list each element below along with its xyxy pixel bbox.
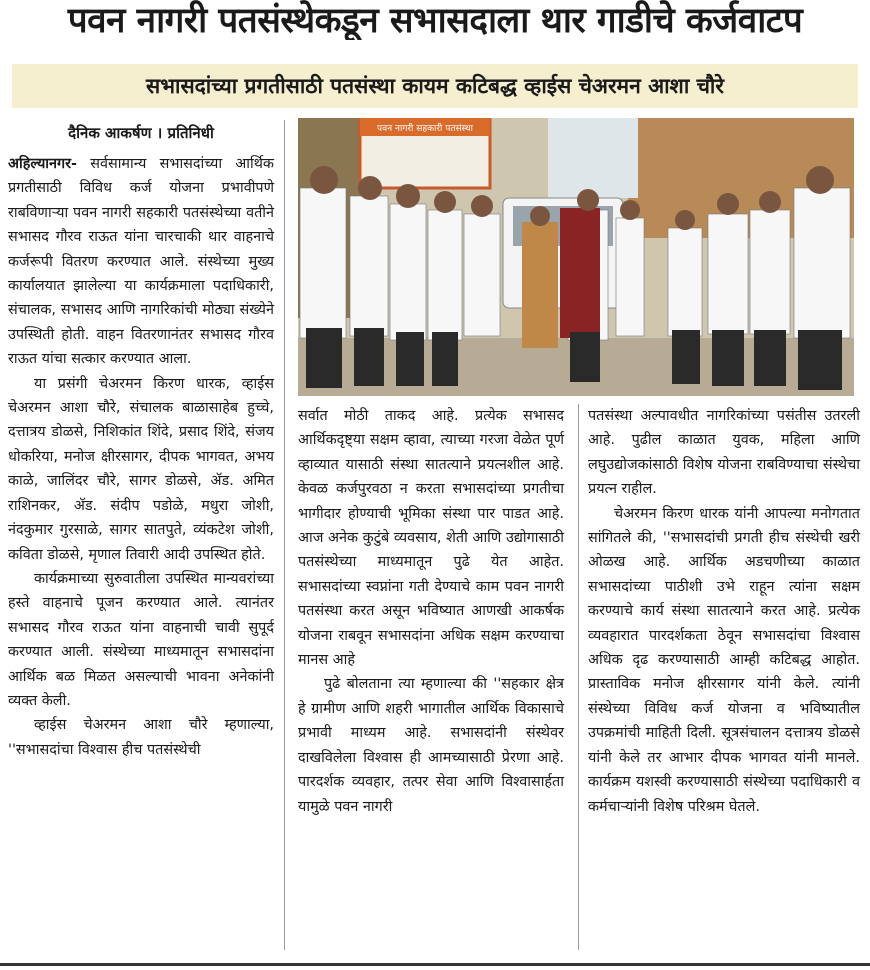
- subheadline: सभासदांच्या प्रगतीसाठी पतसंस्था कायम कटिबद्ध व्हाईस चेअरमन आशा चौरे: [12, 64, 858, 108]
- photo-banner-text: पवन नागरी सहकारी पतसंस्था: [377, 124, 473, 134]
- article-column-2: [298, 404, 564, 819]
- paragraph-chairman: चेअरमन किरण धारक यांनी आपल्या मनोगतात सांगितले की, ''सभासदांची प्रगती हीच संस्थेची खरी ओळख आहे. आर्थिक अडचणीच्या काळात सभासदांच्या पाठीशी उभे राहून त्यांना सक्षम करण्याचे कार्य संस्था सातत्याने करत आहे. प्रत्येक व्यवहारात पारदर्शकता ठेवून सभासदांचा विश्वास अधिक दृढ करण्यासाठी आम्ही कटिबद्ध आहोत. प्रास्ताविक मनोज क्षीरसागर यांनी केले. त्यांनी संस्थेच्या विविध कर्ज योजना व भविष्यातील उपक्रमांची माहिती दिली. सूत्रसंचालन दत्तात्रय डोळसे यांनी केले तर आभार दीपक भागवत यांनी मानले. कार्यक्रम यशस्वी करण्यासाठी संस्थेच्या पदाधिकारी व कर्मचाऱ्यांनी विशेष परिश्रम घेतले.: [588, 505, 860, 815]
- paragraph-attendees: या प्रसंगी चेअरमन किरण धारक, व्हाईस चेअरमन आशा चौरे, संचालक बाळासाहेब हुच्चे, दत्तात्रय डोळसे, निशिकांत शिंदे, प्रसाद शिंदे, संजय धोकरिया, मनोज क्षीरसागर, दीपक भागवत, अभय काळे, जालिंदर चौरे, सागर डोळसे, ॲड. अमित राशिनकर, ॲड. संदीप पडोळे, मधुरा जोशी, नंदकुमार गुरसाळे, सागर सातपुते, व्यंकटेश जोशी, कविता डोळसे, मृणाल तिवारी आदी उपस्थित होते.: [8, 375, 274, 563]
- paragraph-intro: [8, 152, 274, 372]
- paragraph-ceremony: कार्यक्रमाच्या सुरुवातीला उपस्थित मान्यवरांच्या हस्ते वाहनाचे पूजन करण्यात आले. त्यानंतर सभासद गौरव राऊत यांना वाहनाची चावी सुपूर्द करण्यात आली. संस्थेच्या माध्यमातून सभासदांना आर्थिक बळ मिळत असल्याची भावना अनेकांनी व्यक्त केली.: [8, 570, 274, 709]
- bottom-rule: [0, 963, 870, 966]
- event-photo: [298, 118, 854, 396]
- column-divider-2: [578, 404, 579, 950]
- byline: दैनिक आकर्षण । प्रतिनिधी: [68, 124, 214, 142]
- paragraph-future-plans: पतसंस्था अल्पावधीत नागरिकांच्या पसंतीस उतरली आहे. पुढील काळात युवक, महिला आणि लघुउद्योजकांसाठी विशेष योजना राबविण्याचा संस्थेचा प्रयत्न राहील.: [588, 408, 860, 498]
- column-divider-1: [284, 120, 285, 950]
- photo-illustration: [298, 118, 854, 396]
- paragraph-cooperation: पुढे बोलताना त्या म्हणाल्या की ''सहकार क्षेत्र हे ग्रामीण आणि शहरी भागातील आर्थिक विकासाचे प्रभावी माध्यम आहे. सभासदांनी संस्थेवर दाखविलेला विश्वास ही आमच्यासाठी प्रेरणा आहे. पारदर्शक व्यवहार, तत्पर सेवा आणि विश्वासार्हता यामुळे पवन नागरी: [298, 676, 564, 815]
- dateline-place: अहिल्यानगर-: [8, 156, 77, 172]
- article-column-1: [8, 120, 274, 762]
- headline: पवन नागरी पतसंस्थेकडून सभासदाला थार गाडीचे कर्जवाटप: [67, 1, 803, 40]
- article-column-3: [588, 404, 860, 819]
- paragraph-intro-text: सर्वसामान्य सभासदांच्या आर्थिक प्रगतीसाठी विविध कर्ज योजना प्रभावीपणे राबविणाऱ्या पवन नागरी सहकारी पतसंस्थेच्या वतीने सभासद गौरव राऊत यांना चारचाकी थार वाहनाचे कर्जरूपी वितरण करण्यात आले. संस्थेच्या मुख्य कार्यालयात झालेल्या या कार्यक्रमाला पदाधिकारी, संचालक, सभासद आणि नागरिकांची मोठ्या संख्येने उपस्थिती होती. वाहन वितरणानंतर सभासद गौरव राऊत यांचा सत्कार करण्यात आला.: [8, 156, 274, 368]
- paragraph-quote-continued: सर्वात मोठी ताकद आहे. प्रत्येक सभासद आर्थिकदृष्ट्या सक्षम व्हावा, त्याच्या गरजा वेळेत पूर्ण व्हाव्यात यासाठी संस्था सातत्याने प्रयत्नशील आहे. केवळ कर्जपुरवठा न करता सभासदांच्या प्रगतीचा भागीदार होण्याची भूमिका संस्था पार पाडत आहे. आज अनेक कुटुंबे व्यवसाय, शेती आणि उद्योगासाठी पतसंस्थेच्या माध्यमातून पुढे येत आहेत. सभासदांच्या स्वप्नांना गती देण्याचे काम पवन नागरी पतसंस्था करत असून भविष्यात आणखी आकर्षक योजना राबवून सभासदांना अधिक सक्षम करण्याचा मानस आहे: [298, 408, 564, 669]
- paragraph-quote-start: व्हाईस चेअरमन आशा चौरे म्हणाल्या, ''सभासदांचा विश्वास हीच पतसंस्थेची: [8, 717, 274, 758]
